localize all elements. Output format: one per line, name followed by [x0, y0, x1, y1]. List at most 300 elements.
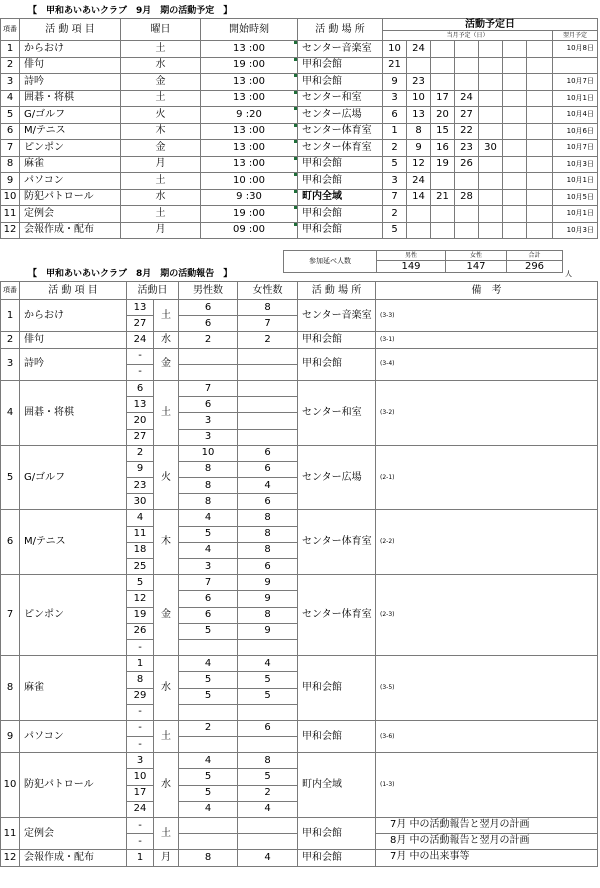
activity-day[interactable]: - [127, 818, 154, 834]
male-count[interactable]: 5 [179, 785, 238, 801]
male-count[interactable]: 8 [179, 461, 238, 477]
row-no[interactable]: 3 [1, 74, 20, 91]
activity-place[interactable]: センター体育室 [298, 123, 383, 140]
activity-day[interactable]: 24 [127, 332, 154, 348]
activity-place[interactable]: 甲和会館 [298, 57, 383, 74]
spacer-cell[interactable] [527, 173, 553, 190]
start-time[interactable]: 13 :00 [201, 74, 298, 91]
activity-place[interactable]: センター体育室 [298, 510, 376, 575]
activity-item[interactable]: G/ゴルフ [20, 107, 121, 124]
next-month-date[interactable]: 10月1日 [553, 90, 598, 107]
planned-day[interactable] [503, 156, 527, 173]
remark-text[interactable]: 7月 中の出来事等 [376, 850, 598, 866]
activity-place[interactable]: センター和室 [298, 380, 376, 445]
planned-day[interactable]: 12 [407, 156, 431, 173]
remark-code[interactable]: (1-3) [376, 753, 598, 818]
spacer-cell[interactable] [527, 156, 553, 173]
spacer-cell[interactable] [527, 90, 553, 107]
start-time[interactable]: 13 :00 [201, 123, 298, 140]
female-count[interactable]: 5 [238, 672, 298, 688]
planned-day[interactable]: 28 [455, 189, 479, 206]
male-count[interactable]: 4 [179, 801, 238, 817]
row-no[interactable]: 6 [1, 510, 20, 575]
next-month-date[interactable]: 10月4日 [553, 107, 598, 124]
spacer-cell[interactable] [527, 107, 553, 124]
activity-day[interactable]: 24 [127, 801, 154, 817]
planned-day[interactable] [431, 206, 455, 223]
activity-day[interactable]: 11 [127, 526, 154, 542]
activity-day[interactable]: 17 [127, 785, 154, 801]
activity-day[interactable]: 13 [127, 300, 154, 316]
activity-day[interactable]: 19 [127, 607, 154, 623]
activity-item[interactable]: ピンポン [20, 575, 127, 656]
planned-day[interactable] [455, 206, 479, 223]
spacer-cell[interactable] [527, 140, 553, 157]
activity-place[interactable]: 甲和会館 [298, 222, 383, 239]
row-no[interactable]: 4 [1, 90, 20, 107]
planned-day[interactable] [479, 57, 503, 74]
planned-day[interactable]: 13 [407, 107, 431, 124]
activity-day[interactable]: 9 [127, 461, 154, 477]
activity-place[interactable]: 町内全域 [298, 189, 383, 206]
planned-day[interactable] [455, 57, 479, 74]
planned-day[interactable] [407, 206, 431, 223]
planned-day[interactable] [479, 189, 503, 206]
male-count[interactable]: 5 [179, 623, 238, 639]
activity-place[interactable]: 甲和会館 [298, 156, 383, 173]
female-count[interactable]: 8 [238, 607, 298, 623]
header-item[interactable]: 活 動 項 目 [20, 19, 121, 41]
planned-day[interactable]: 21 [383, 57, 407, 74]
female-count[interactable] [238, 429, 298, 445]
next-month-date[interactable]: 10月7日 [553, 140, 598, 157]
next-month-date[interactable]: 10月7日 [553, 74, 598, 91]
start-time[interactable]: 13 :00 [201, 140, 298, 157]
row-no[interactable]: 10 [1, 189, 20, 206]
planned-day[interactable]: 2 [383, 140, 407, 157]
planned-day[interactable]: 10 [407, 90, 431, 107]
spacer-cell[interactable] [527, 189, 553, 206]
header-this-month[interactable]: 当月予定（日） [383, 31, 553, 41]
weekday[interactable]: 火 [121, 107, 201, 124]
planned-day[interactable] [431, 173, 455, 190]
male-count[interactable] [179, 818, 238, 834]
activity-day[interactable]: 20 [127, 413, 154, 429]
planned-day[interactable] [503, 222, 527, 239]
activity-item[interactable]: 防犯パトロール [20, 753, 127, 818]
row-no[interactable]: 7 [1, 575, 20, 656]
activity-day[interactable]: 5 [127, 575, 154, 591]
start-time[interactable]: 9 :20 [201, 107, 298, 124]
activity-place[interactable]: 町内全域 [298, 753, 376, 818]
female-count[interactable]: 8 [238, 510, 298, 526]
header-activity-day[interactable]: 活動日 [127, 282, 179, 300]
activity-day[interactable]: 8 [127, 672, 154, 688]
row-no[interactable]: 9 [1, 720, 20, 752]
activity-item[interactable]: 麻雀 [20, 656, 127, 721]
activity-day[interactable]: - [127, 639, 154, 655]
planned-day[interactable] [479, 74, 503, 91]
activity-day[interactable]: - [127, 834, 154, 850]
activity-day[interactable]: - [127, 704, 154, 720]
weekday[interactable]: 月 [154, 850, 179, 866]
planned-day[interactable] [503, 57, 527, 74]
male-count[interactable]: 3 [179, 413, 238, 429]
female-count[interactable]: 8 [238, 300, 298, 316]
weekday[interactable]: 土 [154, 720, 179, 752]
header-place[interactable]: 活 動 場 所 [298, 282, 376, 300]
activity-item[interactable]: 囲碁・将棋 [20, 380, 127, 445]
male-label[interactable]: 男性 [377, 251, 446, 261]
row-no[interactable]: 6 [1, 123, 20, 140]
activity-item[interactable]: M/テニス [20, 510, 127, 575]
row-no[interactable]: 3 [1, 348, 20, 380]
header-item[interactable]: 活 動 項 目 [20, 282, 127, 300]
row-no[interactable]: 8 [1, 156, 20, 173]
female-count[interactable] [238, 413, 298, 429]
male-count[interactable]: 7 [179, 575, 238, 591]
male-count[interactable]: 149 [377, 261, 446, 273]
male-count[interactable]: 6 [179, 397, 238, 413]
activity-day[interactable]: - [127, 737, 154, 753]
planned-day[interactable]: 8 [407, 123, 431, 140]
female-count[interactable]: 4 [238, 850, 298, 866]
activity-item[interactable]: 囲碁・将棋 [20, 90, 121, 107]
planned-day[interactable] [503, 74, 527, 91]
activity-item[interactable]: 会報作成・配布 [20, 222, 121, 239]
activity-place[interactable]: 甲和会館 [298, 74, 383, 91]
planned-day[interactable] [455, 41, 479, 58]
activity-place[interactable]: センター体育室 [298, 575, 376, 656]
female-count[interactable]: 4 [238, 801, 298, 817]
remark-code[interactable]: (3-5) [376, 656, 598, 721]
planned-day[interactable]: 24 [407, 173, 431, 190]
planned-day[interactable] [503, 107, 527, 124]
planned-day[interactable] [503, 206, 527, 223]
male-count[interactable]: 5 [179, 769, 238, 785]
planned-day[interactable]: 10 [383, 41, 407, 58]
activity-place[interactable]: センター広場 [298, 445, 376, 510]
activity-day[interactable]: 29 [127, 688, 154, 704]
activity-item[interactable]: パソコン [20, 173, 121, 190]
male-count[interactable]: 5 [179, 672, 238, 688]
activity-day[interactable]: 27 [127, 316, 154, 332]
header-no[interactable]: 項番 [1, 19, 20, 41]
weekday[interactable]: 木 [154, 510, 179, 575]
female-count[interactable] [238, 348, 298, 364]
planned-day[interactable] [455, 222, 479, 239]
male-count[interactable] [179, 737, 238, 753]
planned-day[interactable]: 3 [383, 90, 407, 107]
row-no[interactable]: 2 [1, 332, 20, 348]
planned-day[interactable]: 5 [383, 222, 407, 239]
activity-day[interactable]: - [127, 348, 154, 364]
planned-day[interactable]: 9 [383, 74, 407, 91]
female-count[interactable] [238, 397, 298, 413]
planned-day[interactable] [503, 189, 527, 206]
activity-item[interactable]: からおけ [20, 300, 127, 332]
activity-place[interactable]: センター広場 [298, 107, 383, 124]
remark-code[interactable]: (3-6) [376, 720, 598, 752]
male-count[interactable] [179, 834, 238, 850]
start-time[interactable]: 13 :00 [201, 156, 298, 173]
header-female[interactable]: 女性数 [238, 282, 298, 300]
activity-item[interactable]: パソコン [20, 720, 127, 752]
male-count[interactable]: 8 [179, 850, 238, 866]
spacer-cell[interactable] [527, 41, 553, 58]
header-place[interactable]: 活 動 場 所 [298, 19, 383, 41]
remark-code[interactable]: (2-2) [376, 510, 598, 575]
planned-day[interactable]: 5 [383, 156, 407, 173]
activity-place[interactable]: 甲和会館 [298, 173, 383, 190]
remark-code[interactable]: (3-3) [376, 300, 598, 332]
spacer-cell[interactable] [527, 57, 553, 74]
male-count[interactable]: 6 [179, 316, 238, 332]
female-count[interactable]: 7 [238, 316, 298, 332]
weekday[interactable]: 水 [121, 189, 201, 206]
next-month-date[interactable]: 10月6日 [553, 123, 598, 140]
header-male[interactable]: 男性数 [179, 282, 238, 300]
row-no[interactable]: 12 [1, 222, 20, 239]
female-count[interactable]: 2 [238, 332, 298, 348]
planned-day[interactable] [503, 140, 527, 157]
next-month-date[interactable]: 10月1日 [553, 173, 598, 190]
start-time[interactable]: 10 :00 [201, 173, 298, 190]
female-count[interactable]: 2 [238, 785, 298, 801]
female-count[interactable]: 8 [238, 542, 298, 558]
header-next-month[interactable]: 翌月予定 [553, 31, 598, 41]
activity-day[interactable]: 25 [127, 559, 154, 575]
weekday[interactable]: 土 [121, 173, 201, 190]
header-no[interactable]: 項番 [1, 282, 20, 300]
activity-item[interactable]: 俳句 [20, 332, 127, 348]
row-no[interactable]: 11 [1, 206, 20, 223]
male-count[interactable]: 2 [179, 720, 238, 736]
row-no[interactable]: 10 [1, 753, 20, 818]
activity-item[interactable]: からおけ [20, 41, 121, 58]
female-count[interactable]: 6 [238, 494, 298, 510]
male-count[interactable]: 4 [179, 542, 238, 558]
weekday[interactable]: 土 [121, 206, 201, 223]
female-count[interactable] [238, 380, 298, 396]
start-time[interactable]: 9 :30 [201, 189, 298, 206]
activity-item[interactable]: M/テニス [20, 123, 121, 140]
next-month-date[interactable]: 10月1日 [553, 206, 598, 223]
male-count[interactable]: 5 [179, 688, 238, 704]
weekday[interactable]: 月 [121, 156, 201, 173]
activity-item[interactable]: G/ゴルフ [20, 445, 127, 510]
row-no[interactable]: 9 [1, 173, 20, 190]
female-count[interactable]: 6 [238, 720, 298, 736]
activity-place[interactable]: 甲和会館 [298, 720, 376, 752]
female-count[interactable] [238, 639, 298, 655]
row-no[interactable]: 8 [1, 656, 20, 721]
planned-day[interactable] [479, 123, 503, 140]
activity-place[interactable]: 甲和会館 [298, 348, 376, 380]
header-remarks[interactable]: 備 考 [376, 282, 598, 300]
weekday[interactable]: 水 [154, 332, 179, 348]
planned-day[interactable]: 19 [431, 156, 455, 173]
planned-day[interactable] [431, 74, 455, 91]
planned-day[interactable] [479, 107, 503, 124]
male-count[interactable] [179, 364, 238, 380]
planned-day[interactable]: 24 [407, 41, 431, 58]
remark-text[interactable]: 8月 中の活動報告と翌月の計画 [376, 834, 598, 850]
activity-place[interactable]: 甲和会館 [298, 656, 376, 721]
remark-text[interactable]: 7月 中の活動報告と翌月の計画 [376, 818, 598, 834]
male-count[interactable] [179, 704, 238, 720]
planned-day[interactable] [431, 57, 455, 74]
planned-day[interactable]: 15 [431, 123, 455, 140]
male-count[interactable]: 6 [179, 607, 238, 623]
activity-place[interactable]: 甲和会館 [298, 332, 376, 348]
activity-day[interactable]: 27 [127, 429, 154, 445]
planned-day[interactable] [455, 173, 479, 190]
spacer-cell[interactable] [527, 74, 553, 91]
weekday[interactable]: 土 [154, 380, 179, 445]
weekday[interactable]: 土 [154, 818, 179, 850]
spacer-cell[interactable] [527, 123, 553, 140]
next-month-date[interactable] [553, 57, 598, 74]
activity-item[interactable]: ピンポン [20, 140, 121, 157]
planned-day[interactable] [503, 173, 527, 190]
female-count[interactable]: 4 [238, 656, 298, 672]
female-count[interactable]: 5 [238, 688, 298, 704]
female-count[interactable]: 6 [238, 461, 298, 477]
weekday[interactable]: 金 [154, 348, 179, 380]
next-month-date[interactable]: 10月3日 [553, 222, 598, 239]
activity-item[interactable]: 麻雀 [20, 156, 121, 173]
male-count[interactable]: 7 [179, 380, 238, 396]
female-count[interactable]: 9 [238, 591, 298, 607]
row-no[interactable]: 2 [1, 57, 20, 74]
planned-day[interactable] [503, 90, 527, 107]
male-count[interactable]: 10 [179, 445, 238, 461]
female-count[interactable]: 6 [238, 445, 298, 461]
activity-item[interactable]: 定例会 [20, 206, 121, 223]
planned-day[interactable]: 1 [383, 123, 407, 140]
female-count[interactable] [238, 364, 298, 380]
planned-day[interactable]: 23 [455, 140, 479, 157]
planned-day[interactable]: 26 [455, 156, 479, 173]
female-count[interactable]: 9 [238, 623, 298, 639]
weekday[interactable]: 火 [154, 445, 179, 510]
activity-item[interactable]: 詩吟 [20, 348, 127, 380]
planned-day[interactable]: 23 [407, 74, 431, 91]
activity-day[interactable]: - [127, 364, 154, 380]
planned-day[interactable]: 7 [383, 189, 407, 206]
row-no[interactable]: 4 [1, 380, 20, 445]
female-count[interactable] [238, 818, 298, 834]
activity-day[interactable]: 4 [127, 510, 154, 526]
male-count[interactable]: 3 [179, 429, 238, 445]
planned-day[interactable] [479, 41, 503, 58]
start-time[interactable]: 09 :00 [201, 222, 298, 239]
row-no[interactable]: 5 [1, 107, 20, 124]
weekday[interactable]: 土 [154, 300, 179, 332]
header-weekday[interactable]: 曜日 [121, 19, 201, 41]
activity-item[interactable]: 俳句 [20, 57, 121, 74]
activity-day[interactable]: 2 [127, 445, 154, 461]
female-count[interactable] [238, 704, 298, 720]
planned-day[interactable]: 20 [431, 107, 455, 124]
planned-day[interactable]: 9 [407, 140, 431, 157]
remark-code[interactable]: (3-1) [376, 332, 598, 348]
header-plan-days[interactable]: 活動予定日 [383, 19, 598, 31]
planned-day[interactable] [431, 222, 455, 239]
start-time[interactable]: 13 :00 [201, 90, 298, 107]
planned-day[interactable]: 21 [431, 189, 455, 206]
weekday[interactable]: 金 [154, 575, 179, 656]
female-count[interactable]: 6 [238, 559, 298, 575]
remark-code[interactable]: (2-3) [376, 575, 598, 656]
spacer-cell[interactable] [527, 222, 553, 239]
male-count[interactable] [179, 639, 238, 655]
female-count[interactable]: 147 [446, 261, 507, 273]
male-count[interactable]: 6 [179, 591, 238, 607]
male-count[interactable]: 4 [179, 656, 238, 672]
female-count[interactable] [238, 834, 298, 850]
male-count[interactable] [179, 348, 238, 364]
weekday[interactable]: 水 [154, 656, 179, 721]
weekday[interactable]: 月 [121, 222, 201, 239]
activity-day[interactable]: - [127, 720, 154, 736]
planned-day[interactable]: 16 [431, 140, 455, 157]
row-no[interactable]: 5 [1, 445, 20, 510]
activity-day[interactable]: 26 [127, 623, 154, 639]
activity-day[interactable]: 10 [127, 769, 154, 785]
row-no[interactable]: 11 [1, 818, 20, 850]
activity-item[interactable]: 詩吟 [20, 74, 121, 91]
activity-place[interactable]: センター音楽室 [298, 41, 383, 58]
activity-day[interactable]: 13 [127, 397, 154, 413]
activity-place[interactable]: 甲和会館 [298, 850, 376, 866]
planned-day[interactable] [503, 41, 527, 58]
male-count[interactable]: 8 [179, 478, 238, 494]
start-time[interactable]: 19 :00 [201, 206, 298, 223]
activity-place[interactable]: 甲和会館 [298, 206, 383, 223]
planned-day[interactable] [479, 156, 503, 173]
planned-day[interactable]: 24 [455, 90, 479, 107]
planned-day[interactable] [503, 123, 527, 140]
row-no[interactable]: 1 [1, 41, 20, 58]
male-count[interactable]: 2 [179, 332, 238, 348]
start-time[interactable]: 19 :00 [201, 57, 298, 74]
female-label[interactable]: 女性 [446, 251, 507, 261]
row-no[interactable]: 12 [1, 850, 20, 866]
male-count[interactable]: 4 [179, 753, 238, 769]
weekday[interactable]: 金 [121, 140, 201, 157]
activity-place[interactable]: 甲和会館 [298, 818, 376, 850]
remark-code[interactable]: (2-1) [376, 445, 598, 510]
weekday[interactable]: 土 [121, 41, 201, 58]
weekday[interactable]: 水 [121, 57, 201, 74]
planned-day[interactable] [407, 57, 431, 74]
planned-day[interactable]: 27 [455, 107, 479, 124]
activity-day[interactable]: 30 [127, 494, 154, 510]
planned-day[interactable] [407, 222, 431, 239]
planned-day[interactable]: 22 [455, 123, 479, 140]
next-month-date[interactable]: 10月8日 [553, 41, 598, 58]
activity-item[interactable]: 防犯パトロール [20, 189, 121, 206]
planned-day[interactable] [479, 222, 503, 239]
male-count[interactable]: 5 [179, 526, 238, 542]
activity-place[interactable]: センター体育室 [298, 140, 383, 157]
female-count[interactable]: 8 [238, 526, 298, 542]
planned-day[interactable]: 2 [383, 206, 407, 223]
activity-item[interactable]: 会報作成・配布 [20, 850, 127, 866]
female-count[interactable] [238, 737, 298, 753]
